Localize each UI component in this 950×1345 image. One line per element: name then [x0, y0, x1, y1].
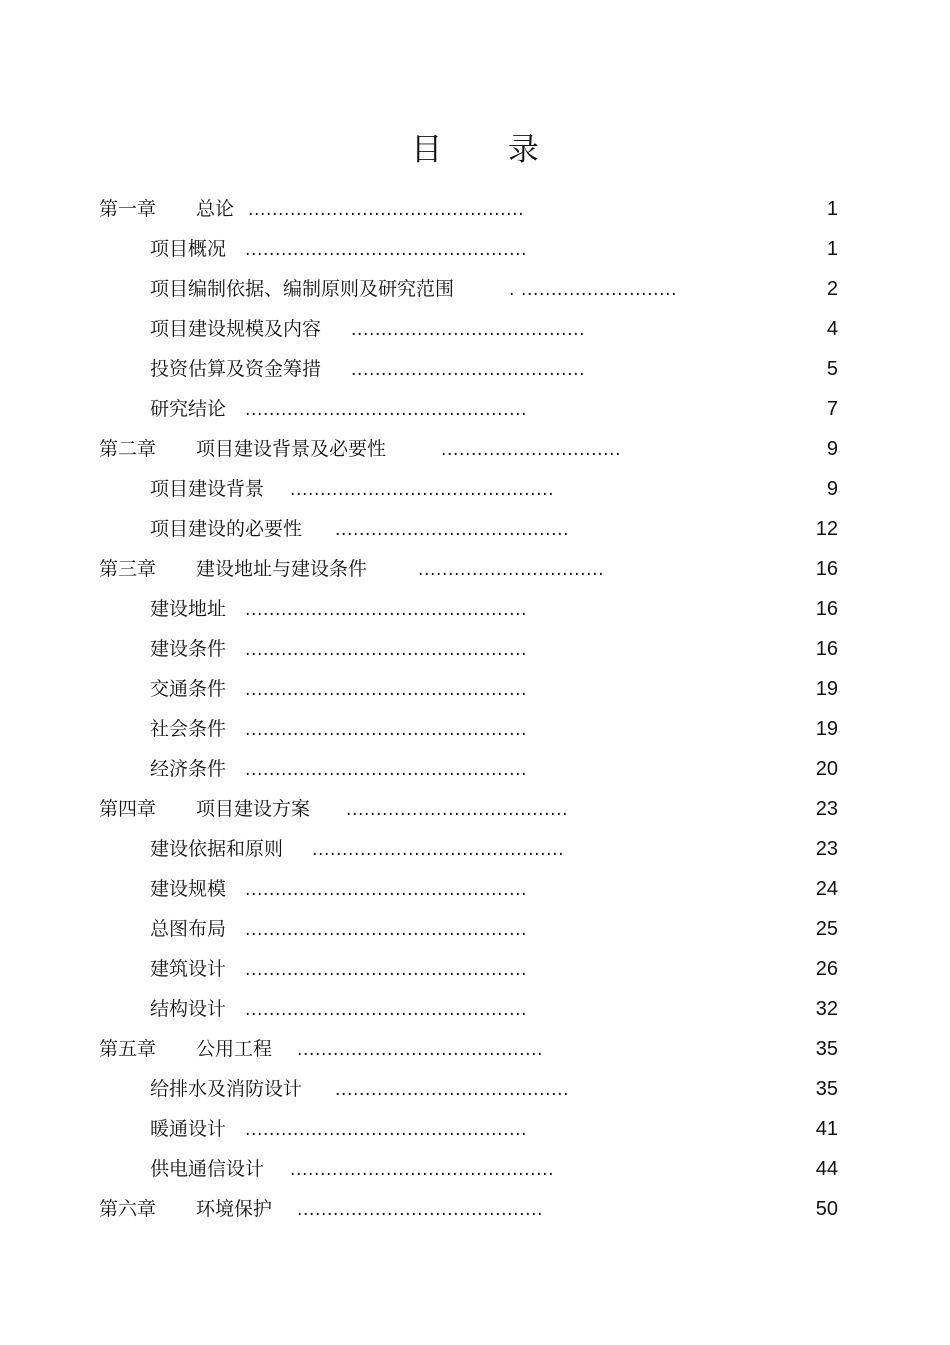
toc-section-row[interactable] — [0, 909, 950, 949]
toc-section-row[interactable] — [0, 1149, 950, 1189]
toc-leader-dots: ............................................ — [290, 1160, 555, 1180]
toc-entry-title: 研究结论 — [150, 398, 227, 420]
toc-entry-title: 项目建设方案 — [196, 798, 311, 820]
toc-page-number: 4 — [826, 318, 838, 340]
toc-leader-dots: ............................................... — [245, 720, 528, 740]
toc-leader-dots: ............................... — [418, 560, 605, 580]
toc-page-number: 16 — [815, 598, 838, 620]
toc-page-number: 20 — [815, 758, 838, 780]
toc-entry-title: 项目概况 — [150, 238, 227, 260]
toc-leader-dots: ......................................... — [297, 1040, 544, 1060]
toc-page-number: 25 — [815, 918, 838, 940]
toc-page-number: 5 — [826, 358, 838, 380]
toc-entry-title: 经济条件 — [150, 758, 227, 780]
toc-section-row[interactable] — [0, 949, 950, 989]
toc-page-number: 1 — [826, 238, 838, 260]
toc-entry-title: 项目建设规模及内容 — [150, 318, 322, 340]
toc-leader-dots: ............................................... — [245, 1000, 528, 1020]
toc-entry-title: 交通条件 — [150, 678, 227, 700]
toc-page-number: 12 — [815, 518, 838, 540]
toc-page-number: 32 — [815, 998, 838, 1020]
toc-leader-dots: ............................................... — [245, 680, 528, 700]
toc-page-number: 24 — [815, 878, 838, 900]
page-title: 目 录 — [411, 132, 567, 168]
toc-chapter-number: 第一章 — [99, 198, 157, 220]
toc-entry-title: 供电通信设计 — [150, 1158, 265, 1180]
toc-page-number: 9 — [826, 478, 838, 500]
toc-section-row[interactable] — [0, 389, 950, 429]
toc-leader-dots: ............................................... — [245, 240, 528, 260]
toc-leader-dots: ..................................... — [346, 800, 569, 820]
toc-leader-dots: ............................................... — [245, 920, 528, 940]
toc-page-number: 16 — [815, 558, 838, 580]
toc-chapter-number: 第三章 — [99, 558, 157, 580]
toc-leader-dots: . .......................... — [509, 280, 678, 300]
toc-section-row[interactable] — [0, 469, 950, 509]
toc-leader-dots: ............................................... — [245, 960, 528, 980]
toc-leader-dots: ............................................ — [290, 480, 555, 500]
toc-page-number: 1 — [826, 198, 838, 220]
toc-entry-title: 项目建设背景及必要性 — [196, 438, 387, 460]
toc-chapter-number: 第六章 — [99, 1198, 157, 1220]
toc-entry-title: 公用工程 — [196, 1038, 273, 1060]
toc-section-row[interactable] — [0, 309, 950, 349]
toc-page-number: 50 — [815, 1198, 838, 1220]
toc-page-number: 2 — [826, 278, 838, 300]
toc-leader-dots: ............................................... — [245, 760, 528, 780]
toc-page-number: 41 — [815, 1118, 838, 1140]
toc-chapter-row[interactable] — [0, 189, 950, 229]
table-of-contents — [0, 189, 950, 1229]
toc-section-row[interactable] — [0, 869, 950, 909]
toc-leader-dots: ....................................... — [351, 360, 586, 380]
toc-entry-title: 总论 — [196, 198, 235, 220]
toc-section-row[interactable] — [0, 509, 950, 549]
toc-section-row[interactable] — [0, 749, 950, 789]
toc-page-number: 35 — [815, 1038, 838, 1060]
toc-entry-title: 项目建设背景 — [150, 478, 265, 500]
toc-entry-title: 建筑设计 — [150, 958, 227, 980]
toc-entry-title: 项目建设的必要性 — [150, 518, 303, 540]
toc-chapter-number: 第四章 — [99, 798, 157, 820]
toc-page-number: 44 — [815, 1158, 838, 1180]
toc-entry-title: 总图布局 — [150, 918, 227, 940]
toc-page-number: 16 — [815, 638, 838, 660]
toc-chapter-row[interactable] — [0, 1029, 950, 1069]
toc-chapter-number: 第二章 — [99, 438, 157, 460]
toc-leader-dots: ............................................... — [245, 1120, 528, 1140]
toc-section-row[interactable] — [0, 269, 950, 309]
toc-chapter-row[interactable] — [0, 1189, 950, 1229]
toc-entry-title: 建设地址与建设条件 — [196, 558, 368, 580]
toc-section-row[interactable] — [0, 1069, 950, 1109]
toc-leader-dots: ......................................... — [297, 1200, 544, 1220]
toc-page-number: 35 — [815, 1078, 838, 1100]
toc-leader-dots: .............................................. — [248, 200, 525, 220]
toc-leader-dots: ............................................... — [245, 600, 528, 620]
toc-chapter-row[interactable] — [0, 429, 950, 469]
toc-leader-dots: ....................................... — [335, 1080, 570, 1100]
toc-section-row[interactable] — [0, 709, 950, 749]
toc-chapter-row[interactable] — [0, 789, 950, 829]
toc-entry-title: 建设规模 — [150, 878, 227, 900]
toc-leader-dots: ....................................... — [335, 520, 570, 540]
toc-section-row[interactable] — [0, 229, 950, 269]
toc-section-row[interactable] — [0, 829, 950, 869]
toc-page-number: 19 — [815, 678, 838, 700]
toc-entry-title: 环境保护 — [196, 1198, 273, 1220]
toc-entry-title: 暖通设计 — [150, 1118, 227, 1140]
toc-entry-title: 建设条件 — [150, 638, 227, 660]
toc-section-row[interactable] — [0, 349, 950, 389]
toc-section-row[interactable] — [0, 1109, 950, 1149]
toc-section-row[interactable] — [0, 629, 950, 669]
toc-leader-dots: .............................. — [441, 440, 622, 460]
toc-page-number: 7 — [826, 398, 838, 420]
toc-entry-title: 结构设计 — [150, 998, 227, 1020]
toc-leader-dots: ....................................... — [351, 320, 586, 340]
toc-page-number: 23 — [815, 798, 838, 820]
toc-chapter-number: 第五章 — [99, 1038, 157, 1060]
toc-leader-dots: .......................................... — [312, 840, 565, 860]
toc-page-number: 23 — [815, 838, 838, 860]
toc-section-row[interactable] — [0, 589, 950, 629]
toc-entry-title: 建设依据和原则 — [150, 838, 284, 860]
toc-page-number: 9 — [826, 438, 838, 460]
toc-chapter-row[interactable] — [0, 549, 950, 589]
toc-entry-title: 投资估算及资金筹措 — [150, 358, 322, 380]
toc-entry-title: 建设地址 — [150, 598, 227, 620]
toc-entry-title: 社会条件 — [150, 718, 227, 740]
toc-leader-dots: ............................................... — [245, 640, 528, 660]
toc-page-number: 19 — [815, 718, 838, 740]
toc-entry-title: 项目编制依据、编制原则及研究范围 — [150, 278, 455, 300]
toc-page-number: 26 — [815, 958, 838, 980]
toc-section-row[interactable] — [0, 669, 950, 709]
toc-leader-dots: ............................................... — [245, 400, 528, 420]
toc-entry-title: 给排水及消防设计 — [150, 1078, 303, 1100]
toc-leader-dots: ............................................... — [245, 880, 528, 900]
toc-section-row[interactable] — [0, 989, 950, 1029]
